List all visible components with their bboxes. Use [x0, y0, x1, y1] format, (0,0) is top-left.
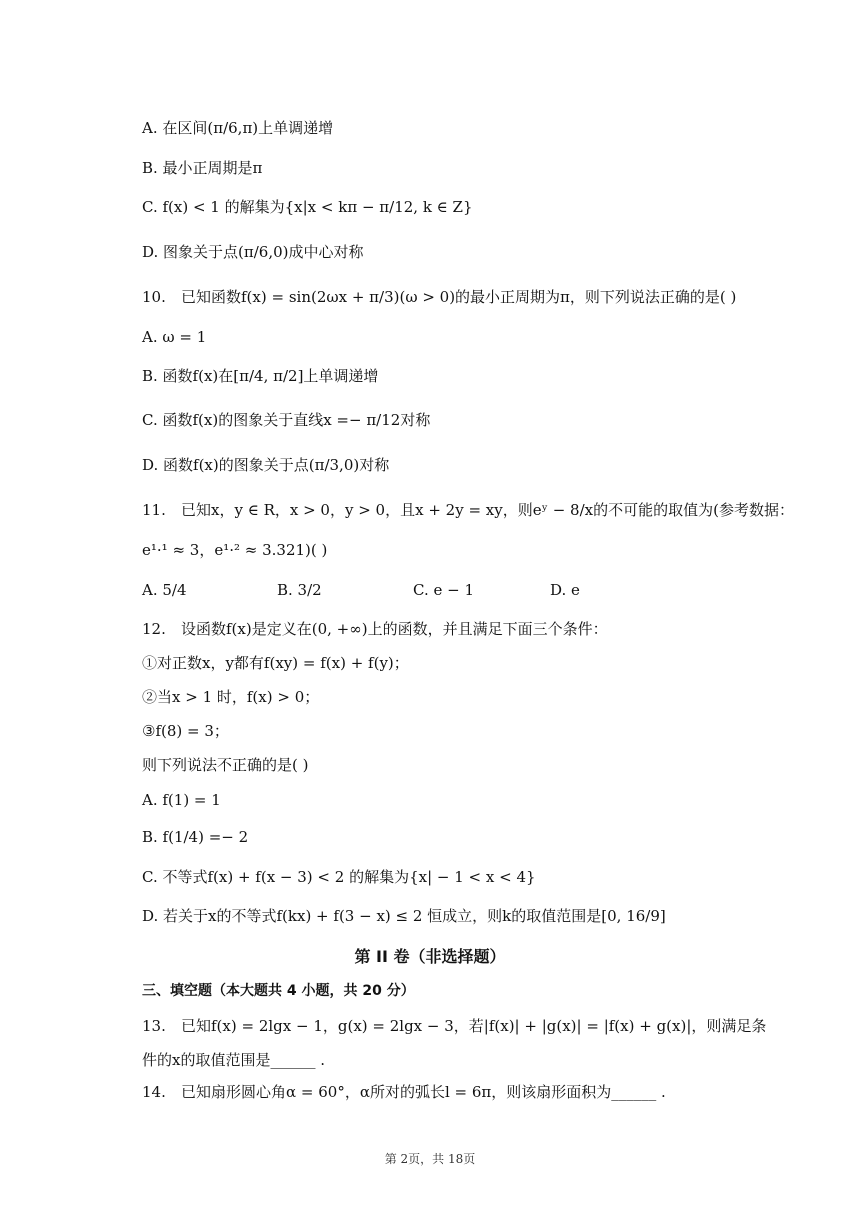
q12-condition-1: ①对正数x，y都有f(xy) = f(x) + f(y)；: [142, 654, 409, 672]
section-title: 第 II 卷（非选择题）: [354, 947, 506, 966]
q12-condition-3: ③f(8) = 3；: [142, 722, 229, 740]
q11-stem-text: 已知x，y ∈ R，x > 0，y > 0，且x + 2y = xy，则eʸ − 8/x的不可能的取值为(参考数据：: [181, 501, 794, 519]
q11-option-b: B. 3/2: [277, 581, 322, 599]
q14-stem: [142, 1082, 666, 1102]
q12-option-a: A. f(1) = 1: [142, 791, 221, 809]
q10-option-d: D. 函数f(x)的图象关于点(π/3,0)对称: [142, 456, 390, 474]
q11-option-d: D. e: [550, 581, 580, 599]
q13-stem-continued: 件的x的取值范围是______ .: [142, 1051, 325, 1069]
q14-number: 14.: [142, 1083, 166, 1101]
q13-number: 13.: [142, 1017, 166, 1035]
q10-option-a: A. ω = 1: [142, 328, 207, 346]
q13-stem: [142, 1016, 766, 1036]
q13-stem-text: 已知f(x) = 2lgx − 1，g(x) = 2lgx − 3，若|f(x)| + |g(x)| = |f(x) + g(x)|，则满足条: [181, 1017, 767, 1035]
q9-option-d: D. 图象关于点(π/6,0)成中心对称: [142, 243, 364, 261]
q11-options-row: [142, 580, 762, 600]
q11-number: 11.: [142, 501, 166, 519]
q11-option-c: C. e − 1: [413, 581, 475, 599]
q12-stem: [142, 619, 608, 639]
q9-option-a: A. 在区间(π/6,π)上单调递增: [142, 119, 334, 137]
q10-option-b: B. 函数f(x)在[π/4, π/2]上单调递增: [142, 367, 379, 385]
q14-stem-text: 已知扇形圆心角α = 60°，α所对的弧长l = 6π，则该扇形面积为______ .: [181, 1083, 666, 1101]
q9-option-c: C. f(x) < 1 的解集为{x|x < kπ − π/12, k ∈ Z}: [142, 198, 473, 216]
q9-option-b: B. 最小正周期是π: [142, 159, 263, 177]
page-footer: 第 2页，共 18页: [384, 1152, 476, 1166]
q12-condition-2: ②当x > 1 时，f(x) > 0；: [142, 688, 320, 706]
q12-option-b: B. f(1/4) =− 2: [142, 828, 249, 846]
q12-stem-text: 设函数f(x)是定义在(0, +∞)上的函数，并且满足下面三个条件：: [181, 620, 608, 638]
q12-option-c: C. 不等式f(x) + f(x − 3) < 2 的解集为{x| − 1 < x < 4}: [142, 868, 536, 886]
q10-stem: [142, 287, 736, 307]
q12-prompt: 则下列说法不正确的是( ): [142, 756, 309, 774]
q12-option-d: D. 若关于x的不等式f(kx) + f(3 − x) ≤ 2 恒成立，则k的取值范围是[0, 16/9]: [142, 907, 666, 925]
q10-option-c: C. 函数f(x)的图象关于直线x =− π/12对称: [142, 411, 431, 429]
q10-number: 10.: [142, 288, 166, 306]
section-heading: 三、填空题（本大题共 4 小题，共 20 分）: [142, 983, 415, 999]
q11-option-a: A. 5/4: [142, 581, 187, 599]
q12-number: 12.: [142, 620, 166, 638]
q11-stem: [142, 500, 794, 520]
q10-stem-text: 已知函数f(x) = sin(2ωx + π/3)(ω > 0)的最小正周期为π，则下列说法正确的是( ): [181, 288, 737, 306]
q11-stem-continued: e¹·¹ ≈ 3，e¹·² ≈ 3.321)( ): [142, 541, 328, 559]
